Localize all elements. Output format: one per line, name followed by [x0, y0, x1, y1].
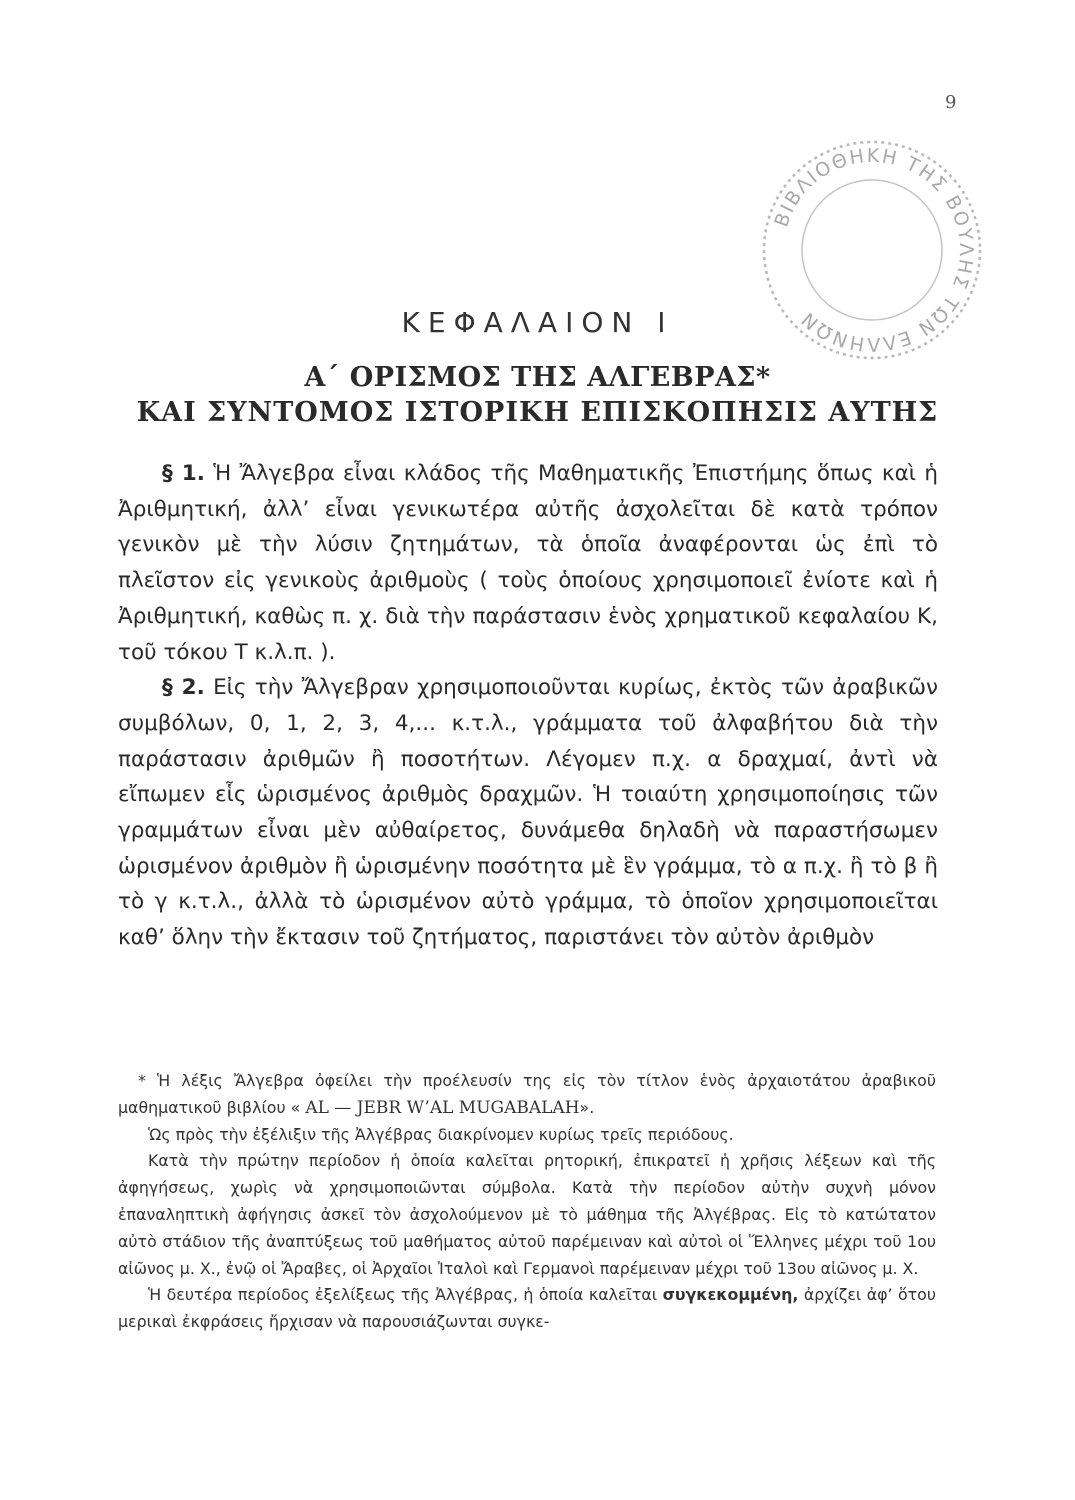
section-paragraph — [118, 456, 938, 670]
section-number: § 2. — [162, 675, 205, 701]
footnote-paragraph: Ὡς πρὸς τὴν ἐξέλιξιν τῆς Ἀλγέβρας διακρίνομεν κυρίως τρεῖς περιόδους. — [148, 1124, 734, 1144]
footnote-paragraph — [118, 1282, 936, 1336]
chapter-title-line-1: Α΄ ΟΡΙΣΜΟΣ ΤΗΣ ΑΛΓΕΒΡΑΣ* — [304, 362, 771, 393]
footnote-close: ». — [579, 1097, 595, 1117]
section-number: § 1. — [162, 461, 205, 486]
footnote-book-title: AL — JEBR W’AL MUGABALAH — [305, 1097, 580, 1118]
footnote-text: Ἡ δευτέρα περίοδος ἐξελίξεως τῆς Ἀλγέβρας, ἡ ὁποία καλεῖται — [148, 1285, 658, 1305]
page-number: 9 — [945, 92, 957, 113]
footnote — [118, 1068, 936, 1122]
stamp-text: ΒΙΒΛΙΟΘΗΚΗ ΤΗΣ ΒΟΥΛΗΣ ΤΩΝ ΕΛΛΗΝΩΝ — [770, 144, 978, 356]
footnote-paragraph: Κατὰ τὴν πρώτην περίοδον ἡ ὁποία καλεῖται ρητορική, ἐπικρατεῖ ἡ χρῆσις λέξεων καὶ τῆς ἀφηγήσεως, χωρὶς νὰ χρησιμοποιῶνται σύμβολα. Κατὰ τὴν περίοδον αὐτὴν συχνὴ μόνον ἐπαναληπτικὴ ἀφήγησις ἀσκεῖ τὸν ἀσχολούμενον μὲ τὸ μάθημα τῆς Ἀλγέβρας. Εἰς τὸ κατώτατον αὐτὸ στάδιον τῆς ἀναπτύξεως τοῦ μαθήματος αὐτοῦ παρέμειναν καὶ αὐτοὶ οἱ Ἕλληνες μέχρι τοῦ 1ου αἰῶνος μ. Χ., ἐνῷ οἱ Ἄραβες, οἱ Ἀρχαῖοι Ἰταλοὶ καὶ Γερμανοὶ παρέμειναν μέχρι τοῦ 13ου αἰῶνος μ. Χ. — [118, 1151, 936, 1278]
section-paragraph — [118, 670, 938, 956]
footnotes — [118, 1068, 936, 1336]
section-text: Ἡ Ἄλγεβρα εἶναι κλάδος τῆς Μαθηματικῆς Ἐπιστήμης ὅπως καὶ ἡ Ἀριθμητική, ἀλλ’ εἶναι γενικωτέρα αὐτῆς ἀσχολεῖται δὲ κατὰ τρόπον γενικὸν μὲ τὴν λύσιν ζητημάτων, τὰ ὁποῖα ἀναφέρονται ὡς ἐπὶ τὸ πλεῖστον εἰς γενικοὺς ἀριθμοὺς ( τοὺς ὁποίους χρησιμοποιεῖ ἐνίοτε καὶ ἡ Ἀριθμητική, καθὼς π. χ. διὰ τὴν παράστασιν ἑνὸς χρηματικοῦ κεφαλαίου Κ, τοῦ τόκου Τ κ.λ.π. ). — [118, 461, 938, 665]
footnote-emphasis: συγκεκομμένη, — [662, 1285, 799, 1305]
footnote-text: * Ἡ λέξις Ἄλγεβρα ὀφείλει τὴν προέλευσίν της εἰς τὸν τίτλον ἑνὸς ἀρχαιοτάτου ἀραβικοῦ μαθηματικοῦ βιβλίου « — [118, 1071, 936, 1117]
chapter-title-line-2: ΚΑΙ ΣΥΝΤΟΜΟΣ ΙΣΤΟΡΙΚΗ ΕΠΙΣΚΟΠΗΣΙΣ ΑΥΤΗΣ — [136, 397, 939, 428]
chapter-label: ΚΕΦΑΛΑΙΟΝ Ι — [401, 306, 674, 339]
main-text — [118, 456, 938, 956]
section-text: Εἰς τὴν Ἄλγεβραν χρησιμοποιοῦνται κυρίως, ἐκτὸς τῶν ἀραβικῶν συμβόλων, 0, 1, 2, 3, 4,... κ.τ.λ., γράμματα τοῦ ἀλφαβήτου διὰ τὴν παράστασιν ἀριθμῶν ἢ ποσοτήτων. Λέγομεν π.χ. α δραχμαί, ἀντὶ νὰ εἴπωμεν εἷς ὡρισμένος ἀριθμὸς δραχμῶν. Ἡ τοιαύτη χρησιμοποίησις τῶν γραμμάτων εἶναι μὲν αὐθαίρετος, δυνάμεθα δηλαδὴ νὰ παραστήσωμεν ὡρισμένον ἀριθμὸν ἢ ὡρισμένην ποσότητα μὲ ἓν γράμμα, τὸ α π.χ. ἢ τὸ β ἢ τὸ γ κ.τ.λ., ἀλλὰ τὸ ὡρισμένον αὐτὸ γράμμα, τὸ ὁποῖον χρησιμοποιεῖται καθ’ ὅλην τὴν ἔκτασιν τοῦ ζητήματος, παριστάνει τὸν αὐτὸν ἀριθμὸν — [118, 675, 938, 951]
footnote-text: ἀρχίζει ἀφ’ ὅτου μερικαὶ ἐκφράσεις ἤρχισαν νὰ παρουσιάζωνται συγκε- — [118, 1285, 936, 1332]
